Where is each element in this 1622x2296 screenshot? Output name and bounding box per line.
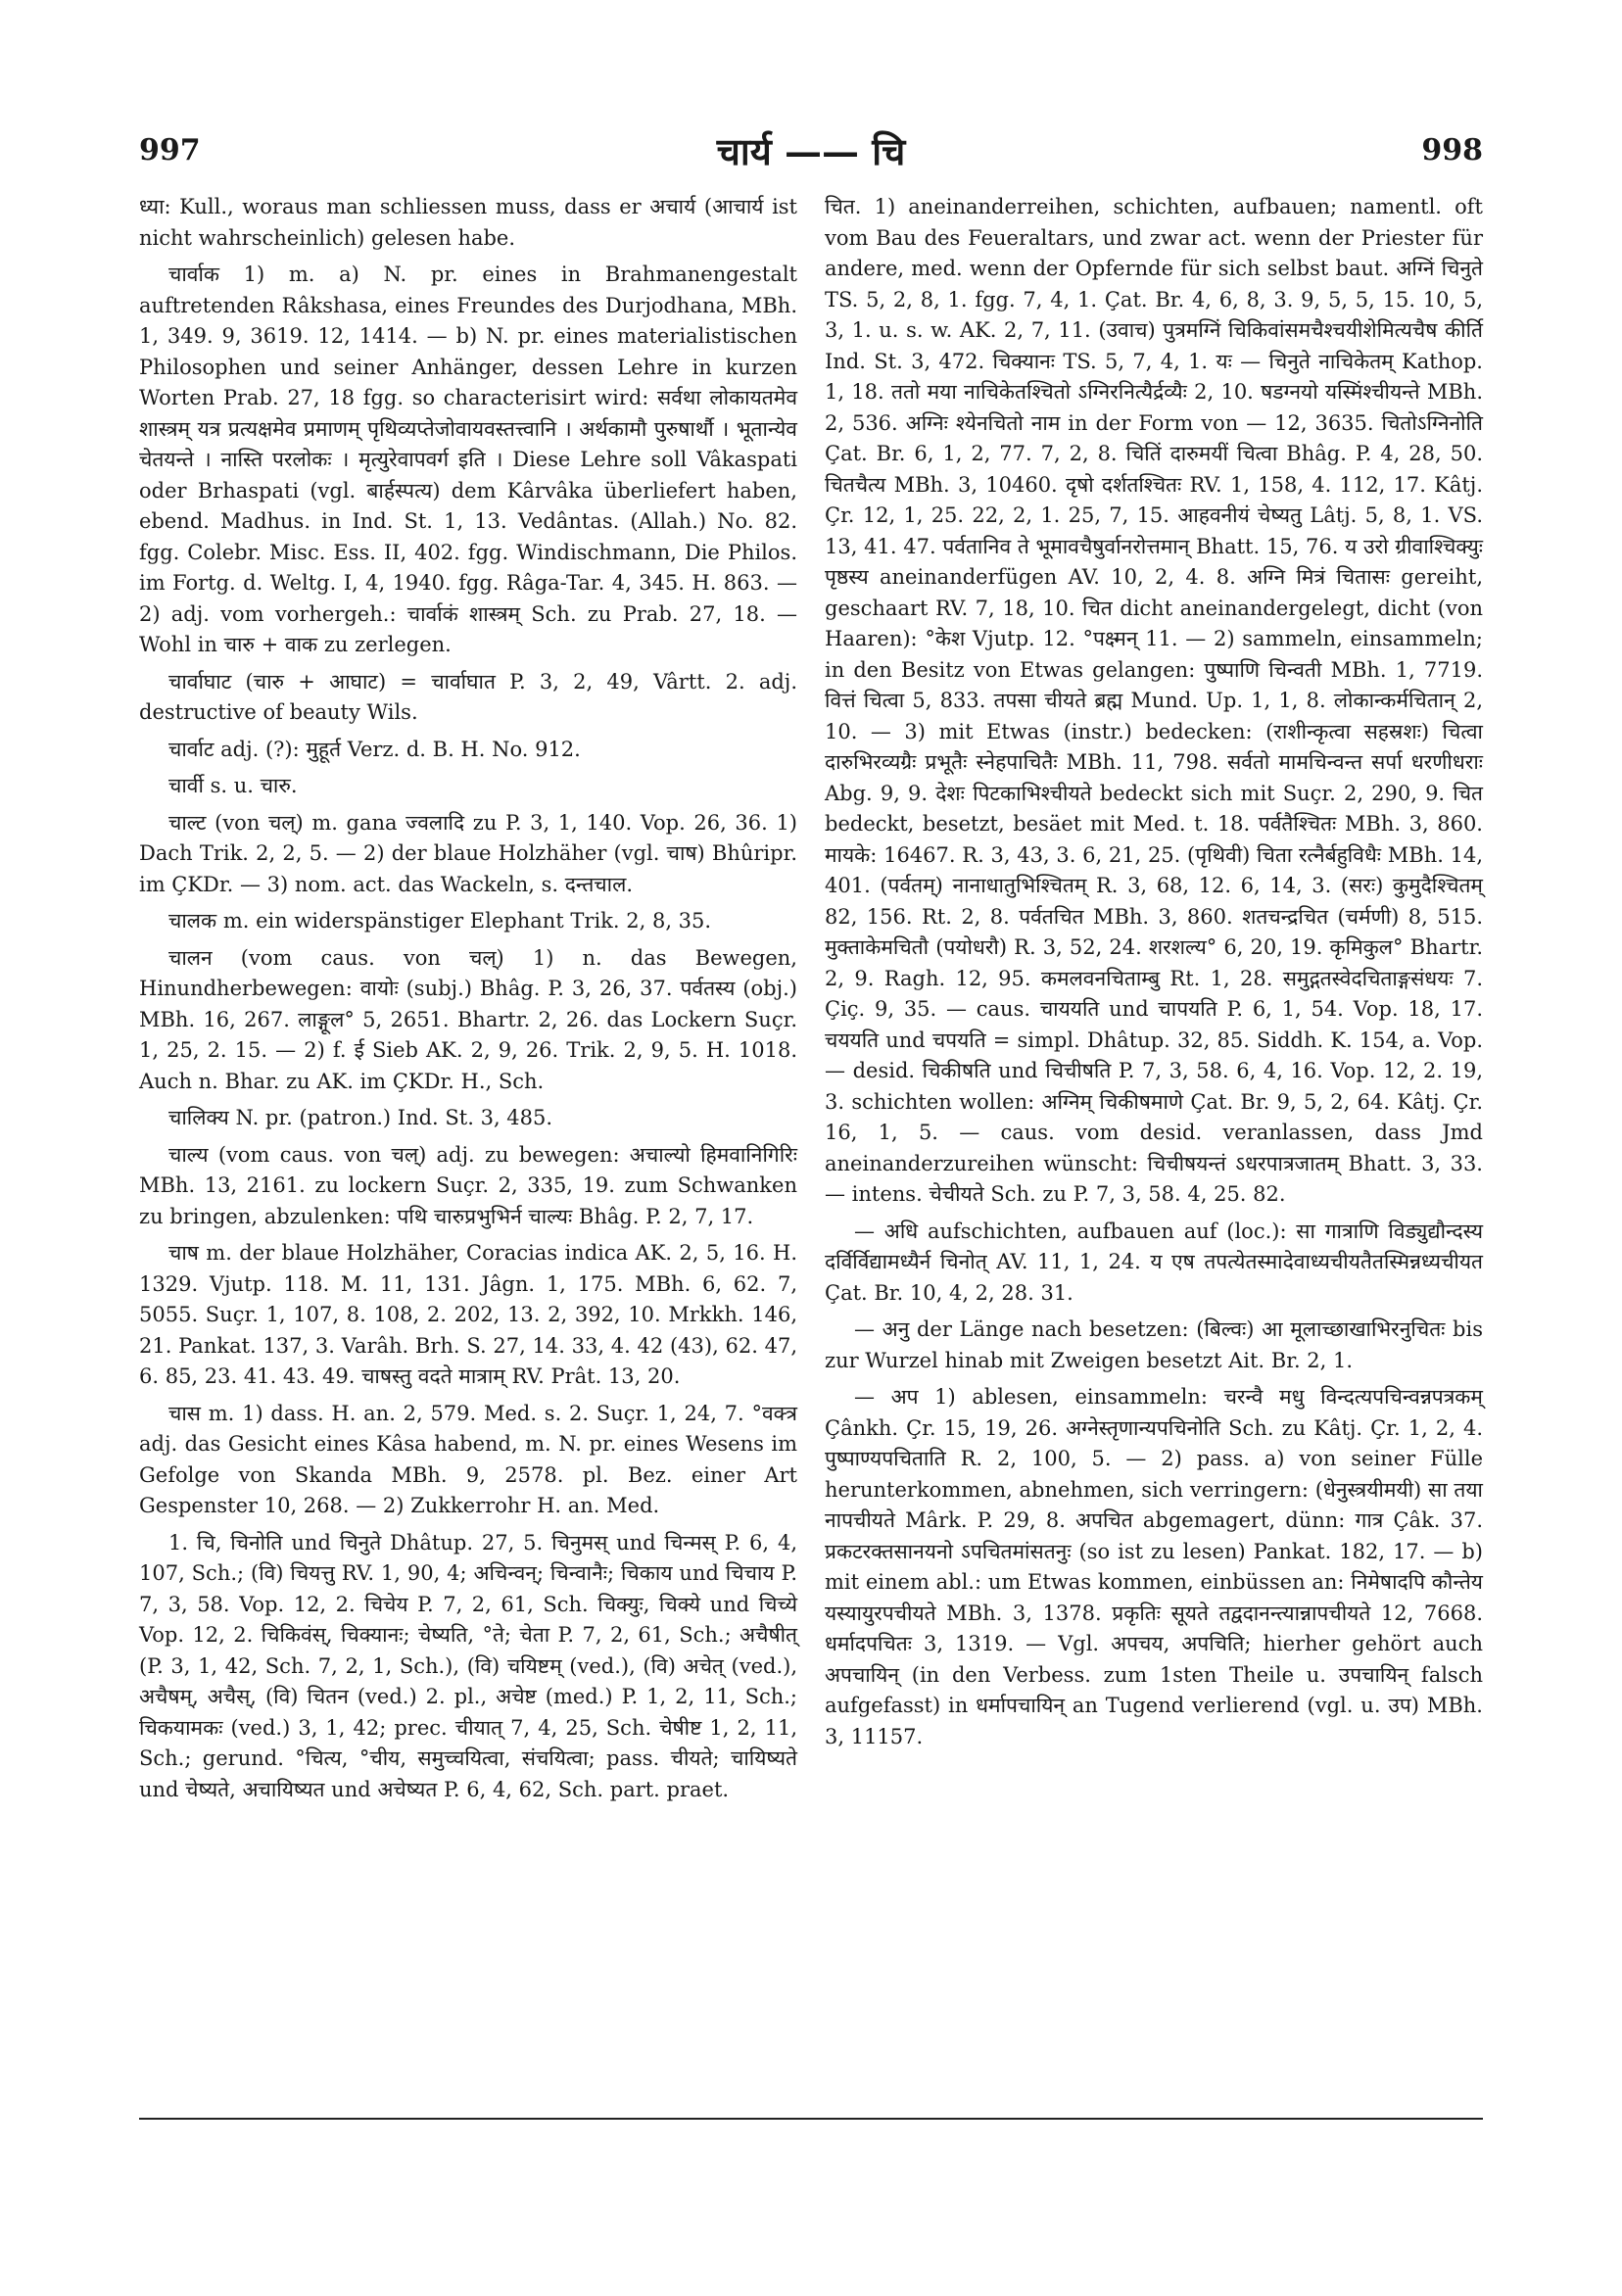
page-number-left: 997: [139, 133, 201, 167]
footer-rule: [139, 2118, 1483, 2120]
left-column: [139, 192, 797, 1811]
entry-paragraph: चालिक्य N. pr. (patron.) Ind. St. 3, 485.: [168, 1106, 553, 1129]
page-header: [0, 125, 1622, 184]
entry-paragraph: चाल्ट (von चल्) m. gana ज्वलादि zu P. 3, 1, 140. Vop. 26, 36. 1) Dach Trik. 2, 2, 5. — 2) der blaue Holzhäher (vgl. चाष) Bhûripr. im ÇKDr. — 3) nom. act. das Wackeln, s. दन्तचाल.: [139, 810, 797, 896]
entry-paragraph: — अप 1) ablesen, einsammeln: चरन्वै मधु विन्दत्यपचिन्वन्नपत्रकम् Çânkh. Çr. 15, 19, 26. अग्नेस्तृणान्यपचिनोति Sch. zu Kâtj. Çr. 1, 2, 4. पुष्पाण्यपचिताति R. 2, 100, 5. — 2) pass. a) von seiner Fülle herunterkommen, abnehmen, sich verringern: (धेनुस्त्रयीमयी) सा तया नापचीयते Mârk. P. 29, 8. अपचित abgemagert, dünn: गात्र Çâk. 37. प्रकटरक्तसानयनो ऽपचितमांसतनुः (so ist zu lesen) Pankat. 182, 17. — b) mit einem abl.: um Etwas kommen, einbüssen an: निमेषादपि कौन्तेय यस्यायुरपचीयते MBh. 3, 1378. प्रकृतिः सूयते तद्वदानन्त्यान्नापचीयते 12, 7668. धर्मादपचितः 3, 1319. — Vgl. अपचय, अपचिति; hierher gehört auch अपचायिन् (in den Verbess. zum 1sten Theile u. उपचायिन् falsch aufgefasst) in धर्मापचायिन् an Tugend verlierend (vgl. u. उप) MBh. 3, 11157.: [825, 1385, 1483, 1748]
entry-paragraph: चार्वी s. u. चारु.: [168, 774, 298, 797]
entry-paragraph: चास m. 1) dass. H. an. 2, 579. Med. s. 2. Suçr. 1, 24, 7. °वक्त्र adj. das Gesicht eines Kâsa habend, m. N. pr. eines Wesens im Gefolge von Skanda MBh. 9, 2578. pl. Bez. einer Art Gespenster 10, 268. — 2) Zukkerrohr H. an. Med.: [139, 1401, 797, 1517]
entry-paragraph: चार्वाघाट (चारु + आघाट) = चार्वाघात P. 3, 2, 49, Vârtt. 2. adj. destructive of beauty Wils.: [139, 669, 797, 724]
entry-paragraph: — अनु der Länge nach besetzen: (बिल्वः) आ मूलाच्छाखाभिरनुचितः bis zur Wurzel hinab mit Zweigen besetzt Ait. Br. 2, 1.: [825, 1317, 1483, 1372]
page-number-right: 998: [1421, 133, 1483, 167]
right-column: [825, 192, 1483, 1758]
entry-paragraph: चाल्य (vom caus. von चल्) adj. zu bewegen: अचाल्यो हिमवानिगिरिः MBh. 13, 2161. zu lockern Suçr. 2, 335, 19. zum Schwanken zu bringen, abzulenken: पथि चारुप्रभुभिर्न चाल्यः Bhâg. P. 2, 7, 17.: [139, 1142, 797, 1228]
entry-paragraph: चालक m. ein widerspänstiger Elephant Trik. 2, 8, 35.: [168, 909, 712, 933]
entry-paragraph: — अधि aufschichten, aufbauen auf (loc.): सा गात्राणि विड्युद्यौन्दस्य दर्विर्विद्यामध्यैर्न चिनोत् AV. 11, 1, 24. य एष तपत्येतस्मादेवाध्यचीयतैतस्मिन्नध्यचीयत Çat. Br. 10, 4, 2, 28. 31.: [825, 1219, 1483, 1305]
entry-paragraph: चालन (vom caus. von चल्) 1) n. das Bewegen, Hinundherbewegen: वायोः (subj.) Bhâg. P. 3, 26, 37. पर्वतस्य (obj.) MBh. 16, 267. लाङ्गूल° 5, 2651. Bhartr. 2, 26. das Lockern Suçr. 1, 25, 2. 15. — 2) f. ई Sieb AK. 2, 9, 26. Trik. 2, 9, 5. H. 1018. Auch n. Bhar. zu AK. im ÇKDr. H., Sch.: [139, 945, 797, 1093]
entry-paragraph: चार्वाट adj. (?): मुहूर्त Verz. d. B. H. No. 912.: [168, 737, 581, 761]
entry-paragraph: 1. चि, चिनोति und चिनुते Dhâtup. 27, 5. चिनुमस् und चिन्मस् P. 6, 4, 107, Sch.; (वि) चियत्तु RV. 1, 90, 4; अचिन्वन्; चिन्वानैः; चिकाय und चिचाय P. 7, 3, 58. Vop. 12, 2. चिचेय P. 7, 2, 61, Sch. चिक्युः, चिक्ये und चिच्ये Vop. 12, 2. चिकिवंस्, चिक्यानः; चेष्यति, °ते; चेता P. 7, 2, 61, Sch.; अचैषीत् (P. 3, 1, 42, Sch. 7, 2, 1, Sch.), (वि) चयिष्टम् (ved.), (वि) अचेत् (ved.), अचैषम्, अचैस्, (वि) चितन (ved.) 2. pl., अचेष्ट (med.) P. 1, 2, 11, Sch.; चिकयामकः (ved.) 3, 1, 42; prec. चीयात् 7, 4, 25, Sch. चेषीष्ट 1, 2, 11, Sch.; gerund. °चित्य, °चीय, समुच्चयित्वा, संचयित्वा; pass. चीयते; चायिष्यते und चेष्यते, अचायिष्यत und अचेष्यत P. 6, 4, 62, Sch. part. praet.: [139, 1530, 797, 1801]
running-headword: चार्य —— चि: [716, 129, 906, 173]
entry-paragraph: ध्या: Kull., woraus man schliessen muss, dass er अचार्य (आचार्य ist nicht wahrscheinlich) gelesen habe.: [139, 195, 797, 250]
entry-paragraph: चित. 1) aneinanderreihen, schichten, aufbauen; namentl. oft vom Bau des Feueraltars, und zwar act. wenn der Priester für andere, med. wenn der Opfernde für sich selbst baut. अग्निं चिनुते TS. 5, 2, 8, 1. fgg. 7, 4, 1. Çat. Br. 4, 6, 8, 3. 9, 5, 5, 15. 10, 5, 3, 1. u. s. w. AK. 2, 7, 11. (उवाच) पुत्रमग्निं चिकिवांसमचैश्चयीशेमित्यचैष कीर्ति Ind. St. 3, 472. चिक्यानः TS. 5, 7, 4, 1. यः — चिनुते नाचिकेतम् Kathop. 1, 18. ततो मया नाचिकेतश्चितो ऽग्निरनित्यैर्द्रव्यैः 2, 10. षडग्नयो यस्मिंश्चीयन्ते MBh. 2, 536. अग्निः श्येनचितो नाम in der Form von — 12, 3635. चितोऽग्निनोति Çat. Br. 6, 1, 2, 77. 7, 2, 8. चितिं दारुमयीं चित्वा Bhâg. P. 4, 28, 50. चितचैत्य MBh. 3, 10460. दृषो दर्शतश्चितः RV. 1, 158, 4. 112, 17. Kâtj. Çr. 12, 1, 25. 22, 2, 1. 25, 7, 15. आहवनीयं चेष्यतु Lâtj. 5, 8, 1. VS. 13, 41. 47. पर्वतानिव ते भूमावचैषुर्वानरोत्तमान् Bhatt. 15, 76. य उरो ग्रीवाश्चिक्युः पृष्ठस्य aneinanderfügen AV. 10, 2, 4. 8. अग्नि मित्रं चितासः gereiht, geschaart RV. 7, 18, 10. चित dicht aneinandergelegt, dicht (von Haaren): °केश Vjutp. 12. °पक्ष्मन् 11. — 2) sammeln, einsammeln; in den Besitz von Etwas gelangen: पुष्पाणि चिन्वती MBh. 1, 7719. वित्तं चित्वा 5, 833. तपसा चीयते ब्रह्म Mund. Up. 1, 1, 8. लोकान्कर्मचितान् 2, 10. — 3) mit Etwas (instr.) bedecken: (राशीन्कृत्वा सहस्रशः) चित्वा दारुभिरव्यग्रैः प्रभूतैः स्नेहपाचितैः MBh. 11, 798. सर्वतो मामचिन्वन्त सर्पा धरणीधराः Abg. 9, 9. देशः पिटकाभिश्चीयते bedeckt sich mit Suçr. 2, 290, 9. चित bedeckt, besetzt, besäet mit Med. t. 18. पर्वतैश्चितः MBh. 3, 860. मायके: 16467. R. 3, 43, 3. 6, 21, 25. (पृथिवी) चिता रत्नैर्बहुविधैः MBh. 14, 401. (पर्वतम्) नानाधातुभिश्चितम् R. 3, 68, 12. 6, 14, 3. (सरः) कुमुदैश्चितम् 82, 156. Rt. 2, 8. पर्वतचित MBh. 3, 860. शतचन्द्रचित (चर्मणी) 8, 515. मुक्ताकेमचितौ (पयोधरौ) R. 3, 52, 24. शरशल्य° 6, 20, 19. कृमिकुल° Bhartr. 2, 9. Ragh. 12, 95. कमलवनचिताम्बु Rt. 1, 28. समुद्गतस्वेदचिताङ्गसंधयः 7. Çiç. 9, 35. — caus. चाययति und चापयति P. 6, 1, 54. Vop. 18, 17. चययति und चपयति = simpl. Dhâtup. 32, 85. Siddh. K. 154, a. Vop. — desid. चिकीषति und चिचीषति P. 7, 3, 58. 6, 4, 16. Vop. 12, 2. 19, 3. schichten wollen: अग्निम् चिकीषमाणे Çat. Br. 9, 5, 2, 64. Kâtj. Çr. 16, 1, 5. — caus. vom desid. veranlassen, dass Jmd aneinanderzureihen wünscht: चिचीषयन्तं ऽधरपात्रजातम् Bhatt. 3, 33. — intens. चेचीयते Sch. zu P. 7, 3, 58. 4, 25. 82.: [825, 195, 1483, 1206]
entry-paragraph: चाष m. der blaue Holzhäher, Coracias indica AK. 2, 5, 16. H. 1329. Vjutp. 118. M. 11, 131. Jâgn. 1, 175. MBh. 6, 62. 7, 5055. Suçr. 1, 107, 8. 108, 2. 202, 13. 2, 392, 10. Mrkkh. 146, 21. Pankat. 137, 3. Varâh. Brh. S. 27, 14. 33, 4. 42 (43), 62. 47, 6. 85, 23. 41. 43. 49. चाषस्तु वदते मात्राम् RV. Prât. 13, 20.: [139, 1241, 797, 1388]
entry-paragraph: चार्वाक 1) m. a) N. pr. eines in Brahmanengestalt auftretenden Râkshasa, eines Freundes des Durjodhana, MBh. 1, 349. 9, 3619. 12, 1414. — b) N. pr. eines materialistischen Philosophen und seiner Anhänger, dessen Lehre in kurzen Worten Prab. 27, 18 fgg. so characterisirt wird: सर्वथा लोकायतमेव शास्त्रम् यत्र प्रत्यक्षमेव प्रमाणम् पृथिव्यप्तेजोवायवस्तत्त्वानि । अर्थकामौ पुरुषार्थौ । भूतान्येव चेतयन्ते । नास्ति परलोकः । मृत्युरेवापवर्ग इति । Diese Lehre soll Vâkaspati oder Brhaspati (vgl. बार्हस्पत्य) dem Kârvâka überliefert haben, ebend. Madhus. in Ind. St. 1, 13. Vedântas. (Allah.) No. 82. fgg. Colebr. Misc. Ess. II, 402. fgg. Windischmann, Die Philos. im Fortg. d. Weltg. I, 4, 1940. fgg. Râga-Tar. 4, 345. H. 863. — 2) adj. vom vorhergeh.: चार्वाकं शास्त्रम् Sch. zu Prab. 27, 18. — Wohl in चारु + वाक zu zerlegen.: [139, 263, 797, 656]
